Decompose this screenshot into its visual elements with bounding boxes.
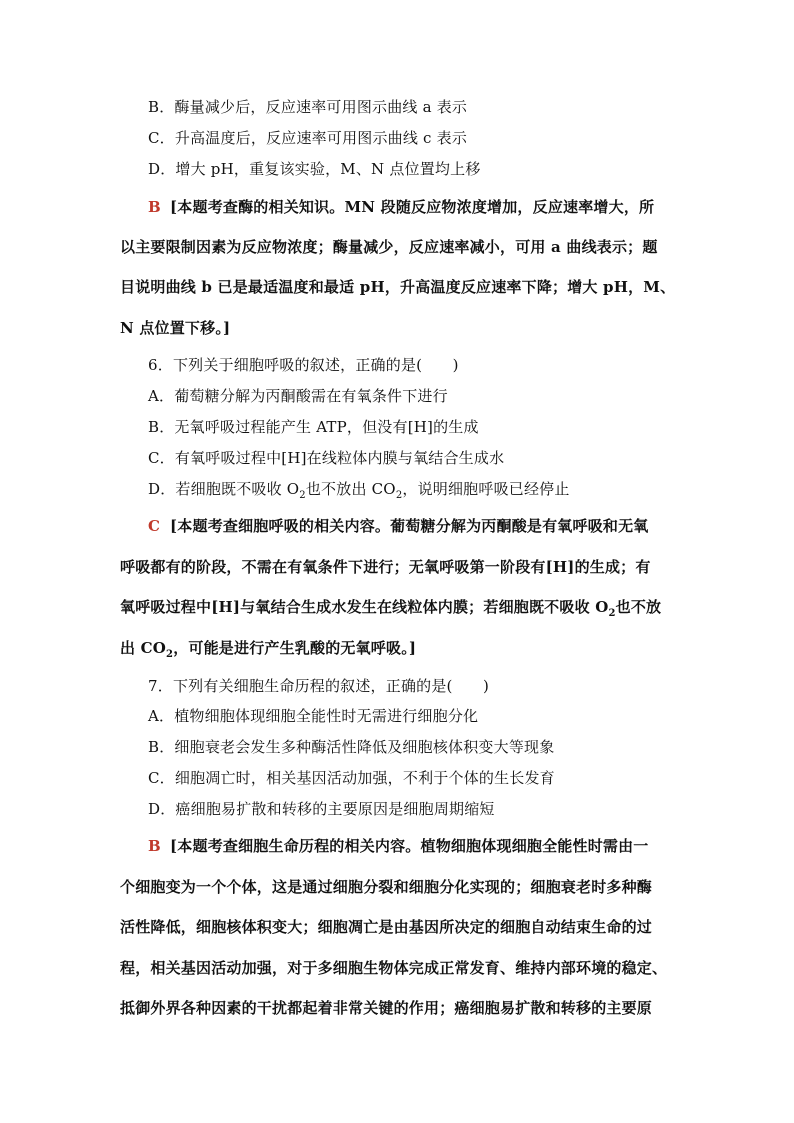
option-b: B．酶量减少后，反应速率可用图示曲线 a 表示 — [148, 98, 468, 116]
explanation-line: 程，相关基因活动加强，对于多细胞生物体完成正常发育、维持内部环境的稳定、 — [120, 959, 668, 977]
subscript: 2 — [299, 490, 306, 501]
explanation-text: [本题考查细胞生命历程的相关内容。植物细胞体现细胞全能性时需由一 — [170, 837, 649, 855]
text-run: D．若细胞既不吸收 O — [148, 480, 300, 498]
explanation-line: 以主要限制因素为反应物浓度；酶量减少，反应速率减小，可用 a 曲线表示；题 — [120, 238, 658, 256]
subscript: 2 — [395, 490, 403, 501]
option-a: A．葡萄糖分解为丙酮酸需在有氧条件下进行 — [148, 387, 448, 405]
answer-letter: B — [148, 837, 161, 855]
option-d: D．癌细胞易扩散和转移的主要原因是细胞周期缩短 — [148, 800, 495, 818]
option-d — [148, 479, 570, 499]
text-run: ，可能是进行产生乳酸的无氧呼吸。] — [173, 639, 417, 657]
explanation-line — [148, 836, 649, 856]
option-c: C．细胞凋亡时，相关基因活动加强，不利于个体的生长发育 — [148, 769, 555, 787]
option-c: C．升高温度后，反应速率可用图示曲线 c 表示 — [148, 129, 468, 147]
text-run: 也不放出 CO — [305, 480, 396, 498]
explanation-text: [本题考查细胞呼吸的相关内容。葡萄糖分解为丙酮酸是有氧呼吸和无氧 — [170, 517, 649, 535]
text-run: ，说明细胞呼吸已经停止 — [402, 480, 570, 498]
explanation-line: 目说明曲线 b 已是最适温度和最适 pH，升高温度反应速率下降；增大 pH，M、 — [120, 278, 676, 296]
question-6: 6．下列关于细胞呼吸的叙述，正确的是( ) — [148, 356, 459, 374]
explanation-line: 个细胞变为一个个体，这是通过细胞分裂和细胞分化实现的；细胞衰老时多种酶 — [120, 878, 653, 896]
option-b: B．无氧呼吸过程能产生 ATP，但没有[H]的生成 — [148, 418, 479, 436]
explanation-line — [148, 516, 649, 536]
option-c: C．有氧呼吸过程中[H]在线粒体内膜与氧结合生成水 — [148, 449, 505, 467]
option-a: A．植物细胞体现细胞全能性时无需进行细胞分化 — [148, 707, 479, 725]
text-run: 也不放 — [615, 598, 662, 616]
text-run: 出 CO — [120, 639, 167, 657]
explanation-line: 抵御外界各种因素的干扰都起着非常关键的作用；癌细胞易扩散和转移的主要原 — [120, 999, 653, 1017]
explanation-line: 呼吸都有的阶段，不需在有氧条件下进行；无氧呼吸第一阶段有[H]的生成；有 — [120, 558, 651, 576]
answer-letter: C — [148, 517, 161, 535]
question-7: 7．下列有关细胞生命历程的叙述，正确的是( ) — [148, 677, 490, 695]
explanation-line: 活性降低，细胞核体积变大；细胞凋亡是由基因所决定的细胞自动结束生命的过 — [120, 918, 653, 936]
explanation-line — [120, 597, 661, 617]
text-run: 氧呼吸过程中[H]与氧结合生成水发生在线粒体内膜；若细胞既不吸收 O — [120, 598, 609, 616]
option-d: D．增大 pH，重复该实验，M、N 点位置均上移 — [148, 160, 481, 178]
option-b: B．细胞衰老会发生多种酶活性降低及细胞核体积变大等现象 — [148, 738, 555, 756]
explanation-line: N 点位置下移。] — [120, 319, 231, 337]
explanation-line — [120, 638, 416, 658]
subscript: 2 — [608, 608, 616, 619]
subscript: 2 — [166, 649, 174, 660]
answer-letter: B — [148, 198, 161, 216]
explanation-line — [148, 197, 654, 217]
explanation-text: [本题考查酶的相关知识。MN 段随反应物浓度增加，反应速率增大，所 — [170, 198, 655, 216]
